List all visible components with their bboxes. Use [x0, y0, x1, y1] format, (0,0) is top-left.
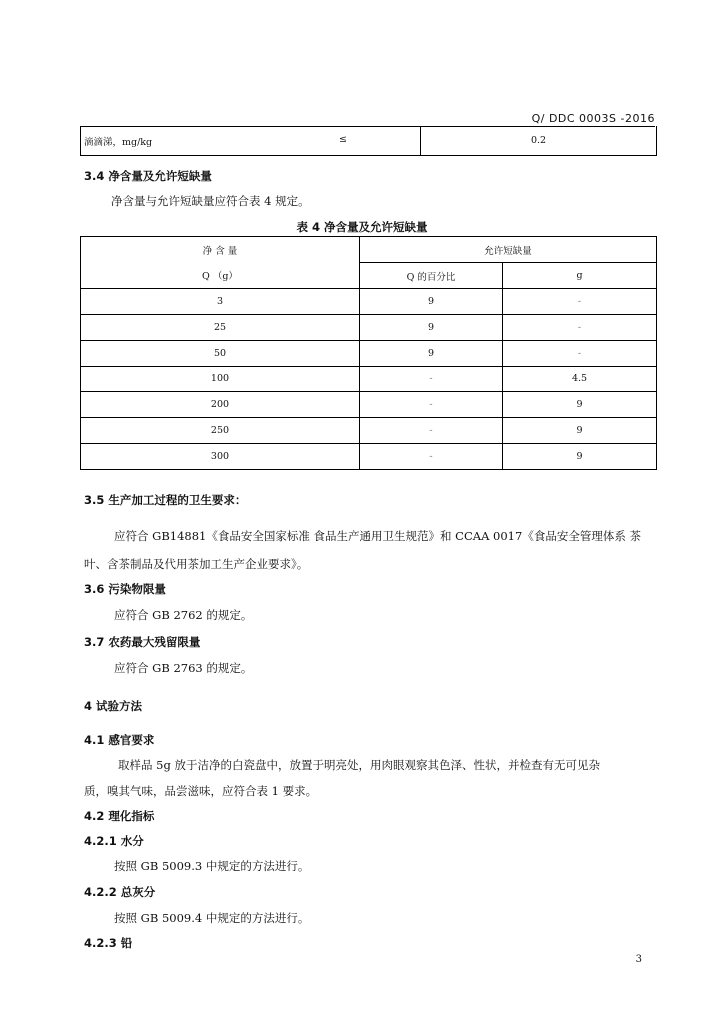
cell-percent: 9: [360, 314, 503, 340]
section-heading-4: 4 试验方法: [84, 699, 143, 713]
header-allowed-shortage: 允许短缺量: [360, 237, 657, 263]
operator: ≤: [339, 134, 347, 145]
cell-percent: -: [360, 444, 503, 470]
cell-grams: -: [503, 340, 657, 366]
section-text-4-1-line1: 取样品 5g 放于洁净的白瓷盘中，放置于明亮处，用肉眼观察其色泽、性状，并检查有无可见杂: [118, 758, 600, 772]
table-header-row: [81, 263, 657, 289]
cell-q: 100: [81, 366, 360, 392]
cell-grams: -: [503, 289, 657, 315]
section-heading-3-4: 3.4 净含量及允许短缺量: [84, 169, 212, 183]
header-grams: g: [503, 263, 657, 289]
section-text-3-4: 净含量与允许短缺量应符合表 4 规定。: [111, 194, 310, 208]
cell-q: 250: [81, 418, 360, 444]
cell-percent: -: [360, 418, 503, 444]
net-content-table: [80, 236, 657, 470]
header-net-content: 净 含 量: [81, 237, 360, 263]
table-row: [81, 392, 657, 418]
cell-grams: 9: [503, 444, 657, 470]
cell-grams: 9: [503, 418, 657, 444]
table-row: [81, 444, 657, 470]
table-row: [81, 340, 657, 366]
header-q: Q （g）: [81, 263, 360, 289]
section-heading-3-5: 3.5 生产加工过程的卫生要求：: [84, 493, 247, 507]
section-heading-4-2-2: 4.2.2 总灰分: [84, 885, 156, 899]
section-text-3-7: 应符合 GB 2763 的规定。: [114, 661, 253, 675]
cell-percent: 9: [360, 289, 503, 315]
cell-q: 3: [81, 289, 360, 315]
document-code: Q/ DDC 0003S -2016: [531, 112, 655, 125]
cell-q: 200: [81, 392, 360, 418]
table-row: [81, 126, 657, 156]
page-number: 3: [635, 954, 642, 965]
cell-percent: -: [360, 392, 503, 418]
section-text-3-5-line2: 叶、含茶制品及代用茶加工生产企业要求》。: [84, 557, 309, 571]
table-row: [81, 314, 657, 340]
table-title: 表 4 净含量及允许短缺量: [296, 220, 428, 234]
section-heading-4-2-1: 4.2.1 水分: [84, 834, 144, 848]
table-cell-item: [81, 126, 421, 156]
cell-percent: 9: [360, 340, 503, 366]
table-cell-limit: 0.2: [421, 126, 657, 156]
table-header-row: [81, 237, 657, 263]
cell-grams: 4.5: [503, 366, 657, 392]
section-text-3-6: 应符合 GB 2762 的规定。: [114, 608, 253, 622]
cell-q: 300: [81, 444, 360, 470]
section-text-4-2-1: 按照 GB 5009.3 中规定的方法进行。: [114, 859, 310, 873]
section-text-4-1-line2: 质，嗅其气味，品尝滋味，应符合表 1 要求。: [84, 784, 318, 798]
section-heading-3-6: 3.6 污染物限量: [84, 582, 166, 596]
section-text-3-5-line1: 应符合 GB14881《食品安全国家标准 食品生产通用卫生规范》和 CCAA 0017《食品安全管理体系 茶: [114, 529, 641, 543]
cell-percent: -: [360, 366, 503, 392]
cell-q: 50: [81, 340, 360, 366]
table-row: [81, 418, 657, 444]
section-heading-3-7: 3.7 农药最大残留限量: [84, 635, 201, 649]
cell-grams: 9: [503, 392, 657, 418]
table-row: [81, 289, 657, 315]
section-heading-4-1: 4.1 感官要求: [84, 733, 155, 747]
cell-grams: -: [503, 314, 657, 340]
limit-table-fragment: [80, 126, 657, 156]
item-label: 滴滴涕，mg/kg: [84, 136, 153, 148]
cell-q: 25: [81, 314, 360, 340]
section-heading-4-2-3: 4.2.3 铅: [84, 936, 133, 950]
section-text-4-2-2: 按照 GB 5009.4 中规定的方法进行。: [114, 911, 310, 925]
table-row: [81, 366, 657, 392]
section-heading-4-2: 4.2 理化指标: [84, 809, 155, 823]
header-percent: Q 的百分比: [360, 263, 503, 289]
